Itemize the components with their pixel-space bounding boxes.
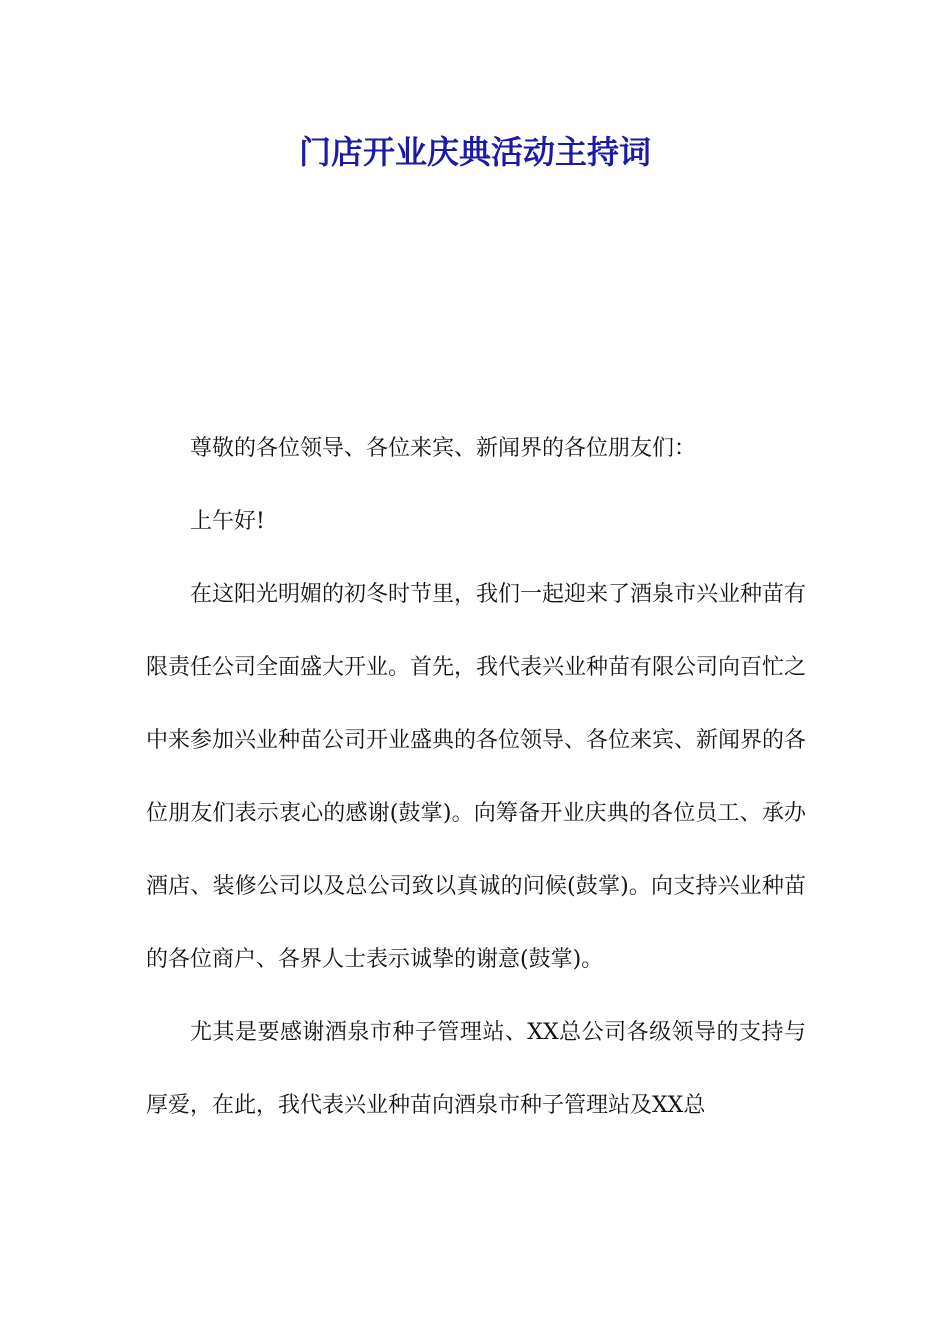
paragraph-opening: 在这阳光明媚的初冬时节里，我们一起迎来了酒泉市兴业种苗有限责任公司全面盛大开业。首先，我代表兴业种苗有限公司向百忙之中来参加兴业种苗公司开业盛典的各位领导、各位来宾、新闻界的各位朋友们表示衷心的感谢(鼓掌)。向筹备开业庆典的各位员工、承办酒店、装修公司以及总公司致以真诚的问候(鼓掌)。向支持兴业种苗的各位商户、各界人士表示诚挚的谢意(鼓掌)。: [146, 582, 807, 972]
paragraph-thanks: 尤其是要感谢酒泉市种子管理站、XX总公司各级领导的支持与厚爱，在此，我代表兴业种苗向酒泉市种子管理站及XX总: [146, 1020, 806, 1118]
document-title: 门店开业庆典活动主持词: [298, 133, 651, 171]
paragraph-salutation: 尊敬的各位领导、各位来宾、新闻界的各位朋友们：: [190, 436, 697, 461]
document-body: [146, 412, 806, 1142]
paragraph-greeting: 上午好!: [190, 509, 265, 534]
